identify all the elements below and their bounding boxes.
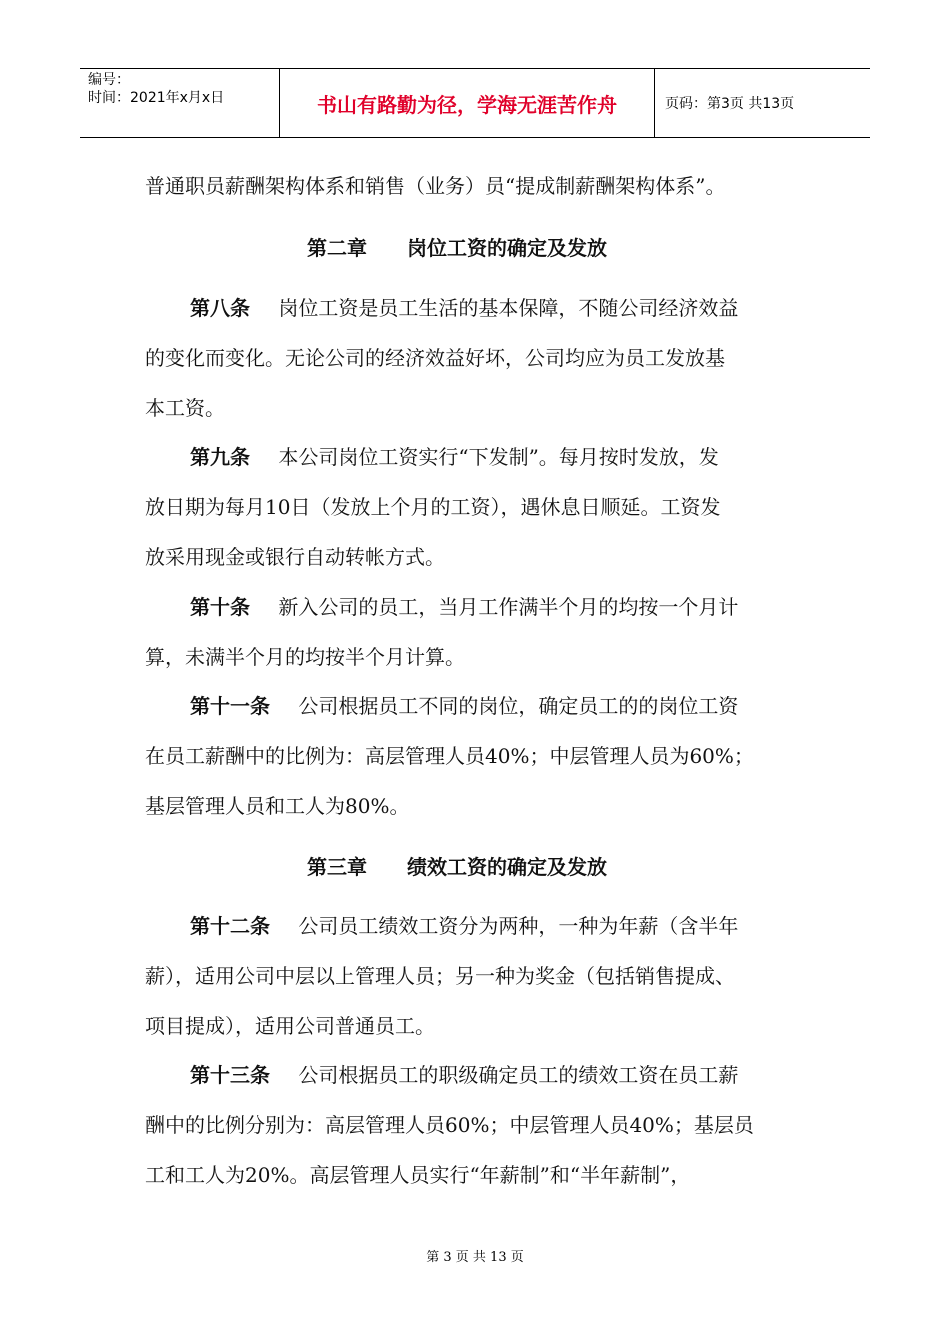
article-12-text-1: 公司员工绩效工资分为两种，一种为年薪（含半年 [298,914,739,938]
article-11-text-1: 公司根据员工不同的岗位，确定员工的的岗位工资 [298,694,739,718]
article-8-line-1 [190,292,738,321]
article-12-line-2: 薪），适用公司中层以上管理人员；另一种为奖金（包括销售提成、 [145,964,735,988]
article-10-line-1 [190,591,738,620]
article-9-label: 第九条 [190,445,250,469]
article-13-line-1 [190,1059,738,1088]
article-12-line-3: 项目提成），适用公司普通员工。 [145,1014,435,1038]
article-8-line-2: 的变化而变化。无论公司的经济效益好坏，公司均应为员工发放基 [145,346,725,370]
header-page-info: 页码：第3页 共13页 [665,96,795,112]
document-number-label: 编号： [88,72,130,88]
article-11-line-3: 基层管理人员和工人为80%。 [145,794,410,818]
header-motto: 书山有路勤为径，学海无涯苦作舟 [280,69,655,137]
header-left-cell [80,69,280,137]
intro-line: 普通职员薪酬架构体系和销售（业务）员“提成制薪酬架构体系”。 [145,174,726,198]
article-10-line-2: 算，未满半个月的均按半个月计算。 [145,645,465,669]
article-9-line-1 [190,441,719,470]
article-11-label: 第十一条 [190,694,270,718]
article-8-line-3: 本工资。 [145,396,225,420]
article-12-label: 第十二条 [190,914,270,938]
article-13-line-2: 酬中的比例分别为：高层管理人员60%；中层管理人员40%；基层员 [145,1113,754,1137]
article-11-line-1 [190,690,738,719]
article-10-text-1: 新入公司的员工，当月工作满半个月的均按一个月计 [278,595,739,619]
chapter-3-heading: 第三章 绩效工资的确定及发放 [307,855,607,879]
article-13-line-3: 工和工人为20%。高层管理人员实行“年薪制”和“半年薪制”， [145,1163,691,1187]
article-8-label: 第八条 [190,296,250,320]
page-footer: 第 3 页 共 13 页 [426,1250,524,1265]
article-13-text-1: 公司根据员工的职级确定员工的绩效工资在员工薪 [298,1063,739,1087]
chapter-2-heading: 第二章 岗位工资的确定及发放 [307,236,607,260]
page-header [80,68,870,138]
article-9-line-3: 放采用现金或银行自动转帐方式。 [145,545,445,569]
article-11-line-2: 在员工薪酬中的比例为：高层管理人员40%；中层管理人员为60%； [145,744,754,768]
article-9-line-2: 放日期为每月10日（发放上个月的工资），遇休息日顺延。工资发 [145,495,721,519]
article-12-line-1 [190,910,738,939]
article-10-label: 第十条 [190,595,250,619]
article-8-text-1: 岗位工资是员工生活的基本保障，不随公司经济效益 [278,296,739,320]
article-13-label: 第十三条 [190,1063,270,1087]
article-9-text-1: 本公司岗位工资实行“下发制”。每月按时发放，发 [278,445,719,469]
document-date: 时间：2021年x月x日 [88,90,225,106]
